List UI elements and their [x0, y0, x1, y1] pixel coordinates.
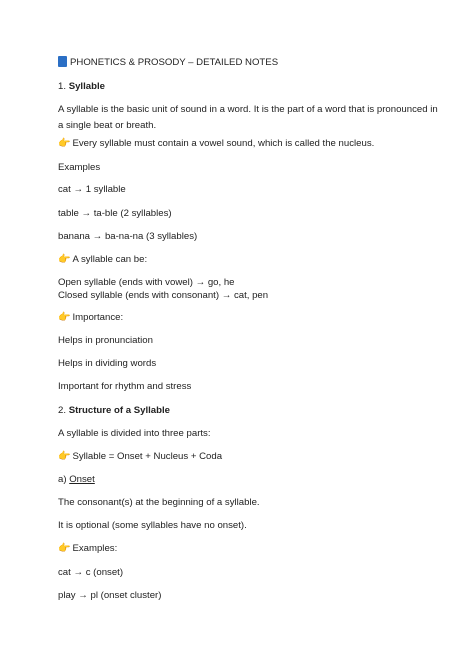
pointing-hand-icon: 👉 — [58, 312, 71, 323]
section-1-title: Syllable — [68, 81, 105, 92]
importance-item: Important for rhythm and stress — [58, 381, 192, 392]
onset-definition: The consonant(s) at the beginning of a syllable. — [58, 497, 260, 508]
syllable-types-intro — [58, 252, 444, 268]
importance-heading-text: Importance: — [72, 312, 124, 323]
syllable-formula — [58, 449, 444, 465]
example-cat: cat → 1 syllable — [58, 184, 126, 195]
nucleus-note-text: Every syllable must contain a vowel sound, which is called the nucleus. — [72, 138, 375, 149]
syllable-definition: A syllable is the basic unit of sound in a word. It is the part of a word that is pronounced in a single beat or breath. — [58, 104, 438, 131]
section-1-number: 1. — [58, 81, 67, 92]
three-parts-intro: A syllable is divided into three parts: — [58, 428, 211, 439]
onset-example-cat: cat → c (onset) — [58, 567, 124, 578]
example-banana: banana → ba-na-na (3 syllables) — [58, 231, 198, 242]
subsection-a-prefix: a) — [58, 474, 67, 485]
section-1-heading — [58, 79, 444, 95]
pointing-hand-icon: 👉 — [58, 138, 71, 149]
syllable-types-intro-text: A syllable can be: — [72, 254, 148, 265]
example-table: table → ta-ble (2 syllables) — [58, 208, 172, 219]
examples-label: Examples — [58, 162, 101, 173]
blue-book-icon — [58, 56, 67, 67]
importance-item: Helps in dividing words — [58, 358, 157, 369]
subsection-a-heading — [58, 472, 444, 488]
onset-example-play: play → pl (onset cluster) — [58, 590, 162, 601]
pointing-hand-icon: 👉 — [58, 451, 71, 462]
open-syllable: Open syllable (ends with vowel) → go, he — [58, 277, 235, 288]
syllable-formula-text: Syllable = Onset + Nucleus + Coda — [72, 451, 223, 462]
subsection-a-title: Onset — [69, 474, 95, 485]
doc-title-line — [58, 55, 444, 71]
closed-syllable: Closed syllable (ends with consonant) → cat, pen — [58, 290, 269, 301]
importance-heading — [58, 310, 444, 326]
section-2-title: Structure of a Syllable — [68, 405, 170, 416]
pointing-hand-icon: 👉 — [58, 254, 71, 265]
section-2-heading — [58, 403, 444, 419]
nucleus-note — [58, 136, 444, 152]
pointing-hand-icon: 👉 — [58, 543, 71, 554]
doc-title: PHONETICS & PROSODY – DETAILED NOTES — [70, 57, 279, 68]
onset-optional-note: It is optional (some syllables have no onset). — [58, 520, 247, 531]
onset-examples-heading — [58, 541, 444, 557]
onset-examples-heading-text: Examples: — [72, 543, 118, 554]
section-2-number: 2. — [58, 405, 67, 416]
importance-item: Helps in pronunciation — [58, 335, 153, 346]
